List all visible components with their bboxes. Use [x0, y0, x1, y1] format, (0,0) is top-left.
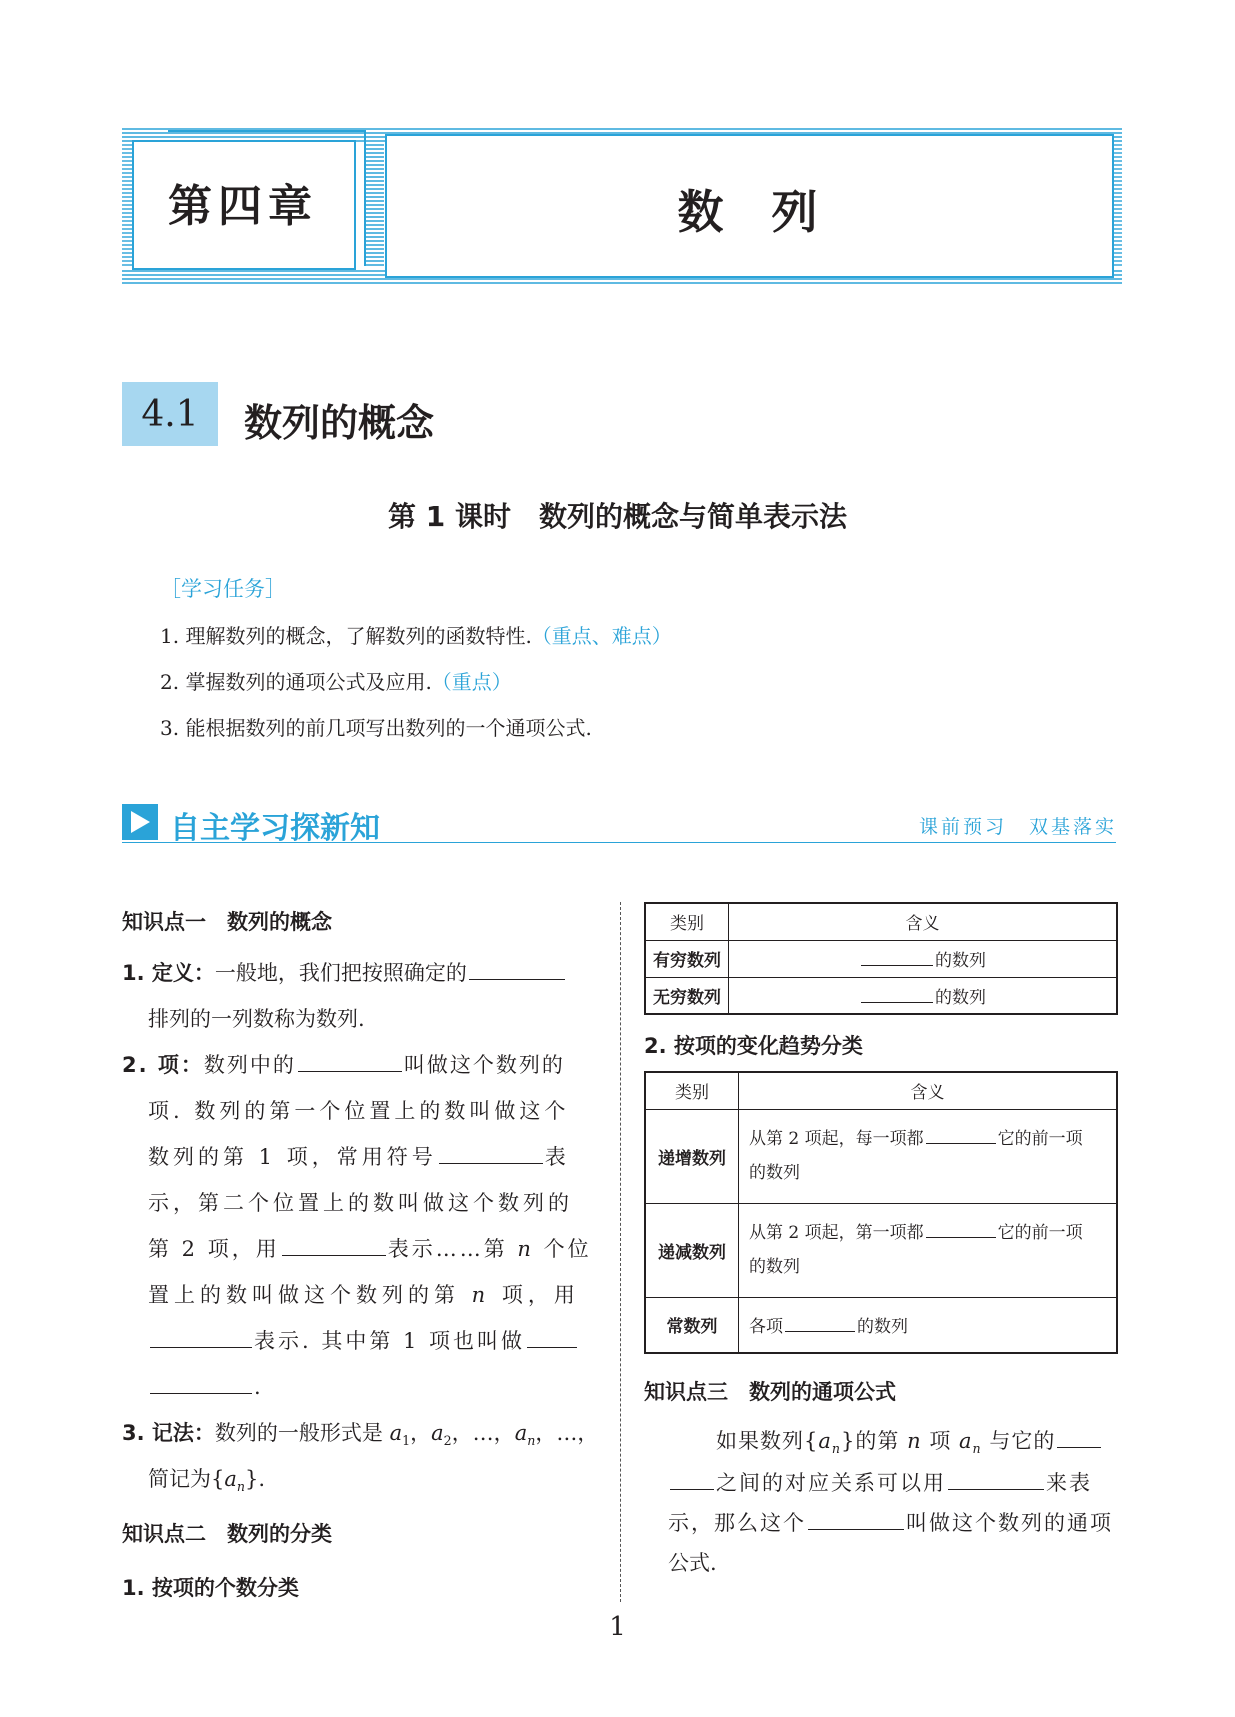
kp3-g: 示，那么这个	[668, 1511, 806, 1535]
kp1-title: 知识点一 数列的概念	[122, 910, 332, 934]
kp1-item-j: 置上的数叫做这个数列的第	[148, 1283, 460, 1307]
answer-blank[interactable]	[948, 1467, 1044, 1490]
column-divider	[620, 902, 621, 1602]
table-cat: 递增数列	[645, 1109, 739, 1203]
task-heading: ［学习任务］	[160, 577, 286, 601]
kp3-f: 来表	[1046, 1471, 1092, 1495]
answer-blank[interactable]	[785, 1313, 855, 1332]
kp1-item-c: 项. 数列的第一个位置上的数叫做这个	[148, 1099, 570, 1123]
answer-blank[interactable]	[469, 957, 565, 980]
kp3-d: 与它的	[989, 1429, 1056, 1453]
kp1-item-f: 示，第二个位置上的数叫做这个数列的	[148, 1191, 573, 1215]
kp1-def-line2: 排列的一列数称为数列.	[148, 1007, 365, 1031]
table-header: 类别	[645, 1072, 739, 1109]
table-cat: 递减数列	[645, 1203, 739, 1297]
finite-table	[644, 902, 1118, 1015]
kp3-b: 的第	[855, 1429, 900, 1453]
task-text: 1. 理解数列的概念，了解数列的函数特性.	[160, 624, 532, 648]
kp1-item-line	[148, 1318, 579, 1364]
table-header: 类别	[645, 903, 729, 940]
kp1-def-label: 1. 定义：	[122, 961, 215, 985]
answer-blank[interactable]	[150, 1371, 252, 1394]
kp1-def-line	[122, 950, 567, 996]
table-meaning-a: 从第 2 项起，第一项都	[749, 1223, 924, 1243]
table-meaning: 的数列	[935, 987, 986, 1008]
task-item	[160, 712, 592, 741]
table-meaning-c: 的数列	[749, 1163, 800, 1183]
self-study-rule	[122, 842, 1116, 843]
kp2-title: 知识点二 数列的分类	[122, 1522, 332, 1546]
table-meaning-c: 的数列	[749, 1257, 800, 1277]
task-text: 3. 能根据数列的前几项写出数列的一个通项公式.	[160, 716, 592, 740]
kp1-item-line: 第 2 项，用 表示……第 n 个位	[148, 1226, 592, 1272]
answer-blank[interactable]	[808, 1507, 904, 1530]
table-meaning-b: 的数列	[857, 1317, 908, 1338]
table-header: 含义	[739, 1072, 1118, 1109]
kp1-notation-label: 3. 记法：	[122, 1421, 215, 1445]
kp1-item-g: 第 2 项，用	[148, 1237, 280, 1261]
task-item	[160, 666, 512, 695]
lesson-title: 第 1 课时 数列的概念与简单表示法	[388, 500, 847, 533]
table-meaning: 的数列	[935, 951, 986, 971]
kp1-notation-b: 简记为	[148, 1467, 211, 1491]
kp1-def-a: 一般地，我们把按照确定的	[214, 961, 467, 985]
table-meaning-b: 它的前一项	[997, 1223, 1083, 1243]
table-row	[645, 1203, 1117, 1297]
table-cat: 无穷数列	[645, 977, 729, 1014]
kp2-sub1: 1. 按项的个数分类	[122, 1576, 299, 1600]
task-item	[160, 620, 672, 649]
page-number: 1	[609, 1612, 626, 1642]
table-meaning-a: 各项	[749, 1317, 783, 1338]
answer-blank[interactable]	[861, 947, 933, 966]
kp3-line: 如果数列$\{a_n\}$的第 n 项 $a_n$ 与它的	[716, 1418, 1103, 1472]
section-title: 数列的概念	[244, 401, 435, 445]
answer-blank[interactable]	[861, 984, 933, 1003]
chapter-label: 第四章	[168, 181, 318, 232]
kp3-title: 知识点三 数列的通项公式	[644, 1380, 896, 1404]
table-cat: 有穷数列	[645, 940, 729, 977]
answer-blank[interactable]	[926, 1219, 996, 1238]
answer-blank[interactable]	[298, 1049, 402, 1072]
kp1-item-a: 数列中的	[203, 1053, 296, 1077]
table-row	[645, 940, 1117, 977]
answer-blank[interactable]	[150, 1325, 252, 1348]
trend-table	[644, 1071, 1118, 1354]
chapter-title: 数列	[677, 185, 866, 239]
table-row	[645, 1297, 1117, 1353]
self-study-title: 自主学习探新知	[170, 811, 380, 846]
kp3-c: 项	[929, 1429, 952, 1453]
kp1-notation-line2: 简记为$\{a_n\}$.	[148, 1467, 266, 1495]
kp1-item-line: 置上的数叫做这个数列的第 n 项，用	[148, 1283, 580, 1307]
kp3-line	[668, 1500, 1113, 1546]
answer-blank[interactable]	[527, 1325, 577, 1348]
kp1-item-d: 数列的第 1 项，常用符号	[148, 1145, 437, 1169]
kp1-notation-a: 数列的一般形式是	[214, 1421, 383, 1445]
answer-blank[interactable]	[439, 1141, 543, 1164]
kp1-item-label: 2. 项：	[122, 1053, 204, 1077]
answer-blank[interactable]	[282, 1233, 386, 1256]
kp1-item-e: 表	[544, 1145, 570, 1169]
kp1-item-k: 项，用	[501, 1283, 580, 1307]
kp1-item-line: .	[148, 1364, 261, 1410]
table-meaning-b: 它的前一项	[997, 1129, 1083, 1149]
section-number: 4.1	[141, 394, 199, 435]
kp3-i: 公式.	[668, 1551, 717, 1575]
answer-blank[interactable]	[670, 1467, 714, 1490]
kp1-item-b: 叫做这个数列的	[403, 1053, 565, 1077]
kp3-e: 之间的对应关系可以用	[716, 1471, 946, 1495]
task-tag: （重点）	[431, 670, 512, 694]
table-row	[645, 977, 1117, 1014]
kp1-item-line	[122, 1042, 565, 1088]
table-row	[645, 1109, 1117, 1203]
kp1-item-l: 表示. 其中第 1 项也叫做	[254, 1329, 526, 1353]
kp1-item-i: 个位	[543, 1237, 592, 1261]
table-meaning-a: 从第 2 项起，每一项都	[749, 1129, 924, 1149]
answer-blank[interactable]	[926, 1125, 996, 1144]
table-header: 含义	[729, 903, 1118, 940]
kp1-notation-line: 3. 记法：数列的一般形式是 $a_1$，$a_2$，…，$a_n$，…，	[122, 1421, 599, 1449]
table-cat: 常数列	[645, 1297, 739, 1353]
kp1-item-line	[148, 1134, 570, 1180]
self-study-subtitle: 课前预习 双基落实	[918, 816, 1117, 838]
play-icon-arrow	[131, 811, 150, 833]
answer-blank[interactable]	[1057, 1425, 1101, 1448]
kp3-h: 叫做这个数列的通项	[906, 1511, 1113, 1535]
task-text: 2. 掌握数列的通项公式及应用.	[160, 670, 432, 694]
task-tag: （重点、难点）	[531, 624, 672, 648]
kp2-sub2: 2. 按项的变化趋势分类	[644, 1034, 863, 1058]
kp1-item-h: 表示……第	[387, 1237, 508, 1261]
kp3-a: 如果数列	[716, 1429, 804, 1453]
